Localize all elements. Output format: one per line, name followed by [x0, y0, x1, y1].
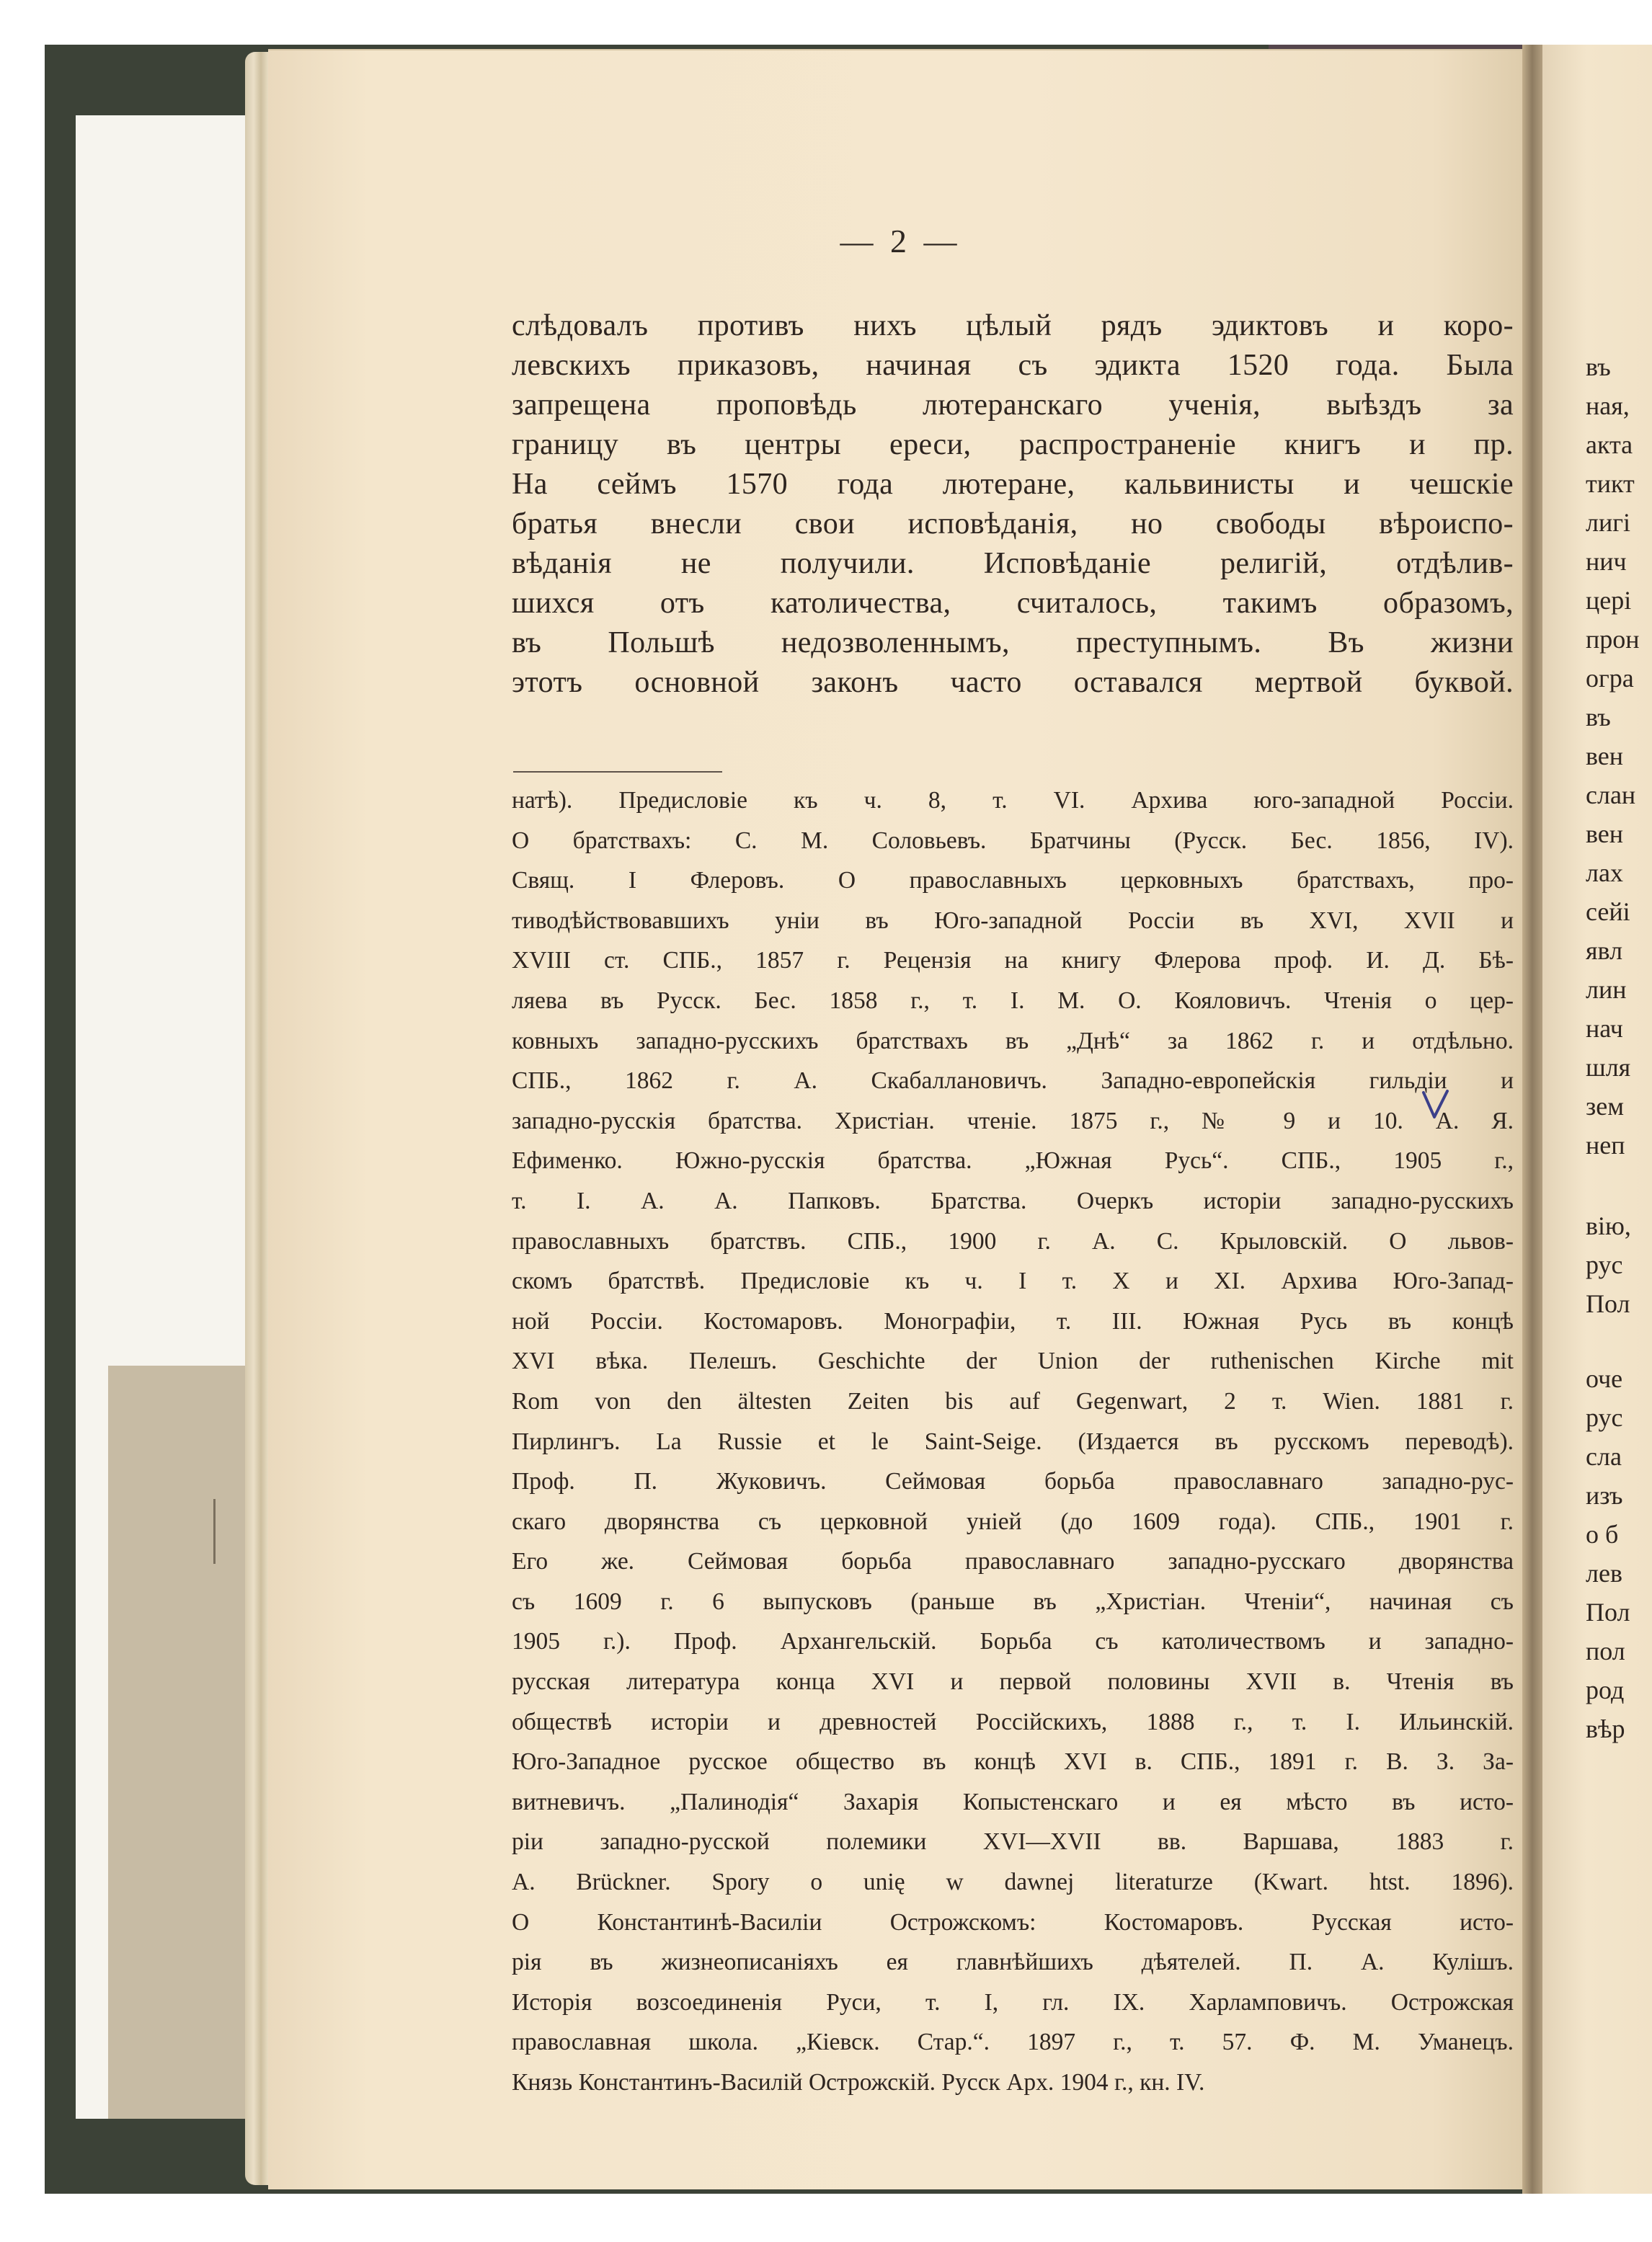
facing-page-fragment: Пол: [1586, 1598, 1630, 1627]
footnote-line: русская литература конца XVI и первой половины XVII в. Чтенія въ: [512, 1668, 1514, 1696]
facing-page-fragment: акта: [1586, 430, 1633, 459]
book-gutter: [1522, 45, 1544, 2194]
facing-page-fragment: прон: [1586, 625, 1640, 654]
backing-mark: [213, 1499, 216, 1564]
footnote-line: 1905 г.). Проф. Архангельскій. Борьба съ католичествомъ и западно-: [512, 1628, 1514, 1655]
footnote-line: западно-русскія братства. Христіан. чтеніе. 1875 г., № 9 и 10. А. Я.: [512, 1107, 1514, 1134]
facing-page-fragment: лах: [1586, 858, 1623, 887]
footnote-line: православныхъ братствъ. СПБ., 1900 г. А. С. Крыловскій. О львов-: [512, 1227, 1514, 1255]
main-text-line: границу въ центры ереси, распространеніе книгъ и пр.: [512, 428, 1514, 461]
footnote-line: О Константинѣ-Василіи Острожскомъ: Костомаровъ. Русская исто-: [512, 1908, 1514, 1936]
main-text-line: слѣдовалъ противъ нихъ цѣлый рядъ эдиктовъ и коро-: [512, 309, 1514, 342]
backing-tan-panel: [108, 1366, 267, 2119]
footnote-line: т. I. А. А. Папковъ. Братства. Очеркъ исторіи западно-русскихъ: [512, 1187, 1514, 1214]
pen-checkmark-mark: [1421, 1090, 1450, 1120]
footnote-line: тиводѣйствовавшихъ уніи въ Юго-западной Россіи въ XVI, XVII и: [512, 907, 1514, 934]
facing-page-fragment: лигі: [1586, 508, 1630, 537]
footnote-block: [512, 780, 1514, 2103]
facing-page-fragment: зем: [1586, 1092, 1624, 1121]
footnote-line: Исторія возсоединенія Руси, т. I, гл. IX. Харламповичъ. Острожская: [512, 1988, 1514, 2016]
facing-page-fragment: цері: [1586, 586, 1632, 615]
footnote-line: обществѣ исторіи и древностей Россійскихъ, 1888 г., т. I. Ильинскій.: [512, 1708, 1514, 1735]
footnote-line: натѣ). Предисловіе къ ч. 8, т. VI. Архива юго-западной Россіи.: [512, 787, 1514, 814]
main-text-line: вѣданія не получили. Исповѣданіе религій, отдѣлив-: [512, 547, 1514, 580]
facing-page-fragment: неп: [1586, 1131, 1625, 1160]
facing-page-fragment: шля: [1586, 1053, 1631, 1082]
facing-page-fragment: рус: [1586, 1403, 1623, 1432]
facing-page-fragment: изъ: [1586, 1481, 1623, 1510]
facing-page-fragment: род: [1586, 1676, 1625, 1704]
main-text-line: шихся отъ католичества, считалось, такимъ образомъ,: [512, 587, 1514, 620]
facing-page-fragment: нач: [1586, 1014, 1623, 1043]
facing-page-fragment: огра: [1586, 664, 1634, 693]
main-text-block: [512, 306, 1514, 703]
facing-page-fragment: рус: [1586, 1250, 1623, 1279]
facing-page-fragment: вен: [1586, 742, 1624, 770]
footnote-line: Пирлингъ. La Russie et le Saint-Seige. (Издается въ русскомъ переводѣ).: [512, 1428, 1514, 1455]
footnote-line: Юго-Западное русское общество въ концѣ XVI в. СПБ., 1891 г. В. З. За-: [512, 1748, 1514, 1776]
footnote-line: скаго дворянства съ церковной уніей (до 1609 года). СПБ., 1901 г.: [512, 1508, 1514, 1535]
facing-page-fragment: Пол: [1586, 1289, 1630, 1318]
footnote-rule: [513, 771, 722, 773]
footnote-line: Rom von den ältesten Zeiten bis auf Gegenwart, 2 т. Wien. 1881 г.: [512, 1387, 1514, 1415]
footnote-line: Князь Константинъ-Василій Острожскій. Русск Арх. 1904 г., кн. IV.: [512, 2069, 1205, 2096]
footnote-line: О братствахъ: С. М. Соловьевъ. Братчины (Русск. Бес. 1856, IV).: [512, 827, 1514, 854]
footnote-line: XVI вѣка. Пелешъ. Geschichte der Union der ruthenischen Kirche mit: [512, 1348, 1514, 1375]
facing-page-fragment: явл: [1586, 936, 1623, 965]
footnote-line: СПБ., 1862 г. А. Скабаллановичъ. Западно-европейскія гильдіи и: [512, 1067, 1514, 1095]
footnote-line: ріи западно-русской полемики XVI—XVII вв. Варшава, 1883 г.: [512, 1828, 1514, 1856]
footnote-line: Ефименко. Южно-русскія братства. „Южная Русь“. СПБ., 1905 г.,: [512, 1147, 1514, 1175]
facing-page-fragment: въ: [1586, 703, 1611, 731]
footnote-line: ляева въ Русск. Бес. 1858 г., т. I. М. О. Кояловичъ. Чтенія о цер-: [512, 987, 1514, 1014]
footnote-line: съ 1609 г. 6 выпусковъ (раньше въ „Христіан. Чтеніи“, начиная съ: [512, 1588, 1514, 1615]
page-number: — 2 —: [840, 223, 962, 259]
facing-page-fragment: лин: [1586, 975, 1627, 1004]
facing-page-fragment: тикт: [1586, 469, 1635, 498]
footnote-line: ковныхъ западно-русскихъ братствахъ въ „Днѣ“ за 1862 г. и отдѣльно.: [512, 1027, 1514, 1054]
footnote-line: ной Россіи. Костомаровъ. Монографіи, т. III. Южная Русь въ концѣ: [512, 1307, 1514, 1335]
facing-page-fragment: нич: [1586, 547, 1627, 576]
facing-page-fragment: оче: [1586, 1364, 1623, 1393]
facing-page-fragment: въ: [1586, 352, 1611, 381]
facing-page-fragment: сла: [1586, 1442, 1622, 1471]
facing-page-fragment: ная,: [1586, 391, 1630, 420]
footnote-line: витневичъ. „Палинодія“ Захарія Копыстенскаго и ея мѣсто въ исто-: [512, 1788, 1514, 1815]
footnote-line: Свящ. I Флеровъ. О православныхъ церковныхъ братствахъ, про-: [512, 867, 1514, 894]
facing-page-fragment: вѣр: [1586, 1714, 1625, 1743]
footnote-line: рія въ жизнеописаніяхъ ея главнѣйшихъ дѣятелей. П. А. Кулішъ.: [512, 1949, 1514, 1976]
footnote-line: А. Brückner. Spory o unię w dawnej literaturze (Kwart. htst. 1896).: [512, 1869, 1514, 1896]
main-text-line: запрещена проповѣдь лютеранскаго ученія, выѣздъ за: [512, 388, 1514, 422]
footnote-line: Проф. П. Жуковичъ. Сеймовая борьба православнаго западно-рус-: [512, 1468, 1514, 1495]
facing-page-fragment: пол: [1586, 1637, 1625, 1665]
main-text-line: въ Польшѣ недозволеннымъ, преступнымъ. Въ жизни: [512, 626, 1514, 659]
facing-page-fragment: о б: [1586, 1520, 1619, 1549]
facing-page-fragment: вію,: [1586, 1211, 1631, 1240]
main-text-line: На сеймъ 1570 года лютеране, кальвинисты и чешскіе: [512, 468, 1514, 501]
footnote-line: XVIII ст. СПБ., 1857 г. Рецензія на книгу Флерова проф. И. Д. Бѣ-: [512, 947, 1514, 974]
main-text-line: этотъ основной законъ часто оставался мертвой буквой.: [512, 666, 1514, 699]
main-text-line: левскихъ приказовъ, начиная съ эдикта 1520 года. Была: [512, 349, 1514, 382]
facing-page-fragment: сейі: [1586, 897, 1630, 926]
facing-page-fragment: лев: [1586, 1559, 1622, 1588]
footnote-line: православная школа. „Кіевск. Стар.“. 1897 г., т. 57. Ф. М. Уманецъ.: [512, 2029, 1514, 2056]
footnote-line: скомъ братствѣ. Предисловіе къ ч. I т. X и XI. Архива Юго-Запад-: [512, 1268, 1514, 1295]
main-text-line: братья внесли свои исповѣданія, но свободы вѣроиспо-: [512, 507, 1514, 541]
facing-page-fragment: вен: [1586, 819, 1624, 848]
facing-page-fragment: слан: [1586, 780, 1636, 809]
footnote-line: Его же. Сеймовая борьба православнаго западно-русскаго дворянства: [512, 1548, 1514, 1575]
